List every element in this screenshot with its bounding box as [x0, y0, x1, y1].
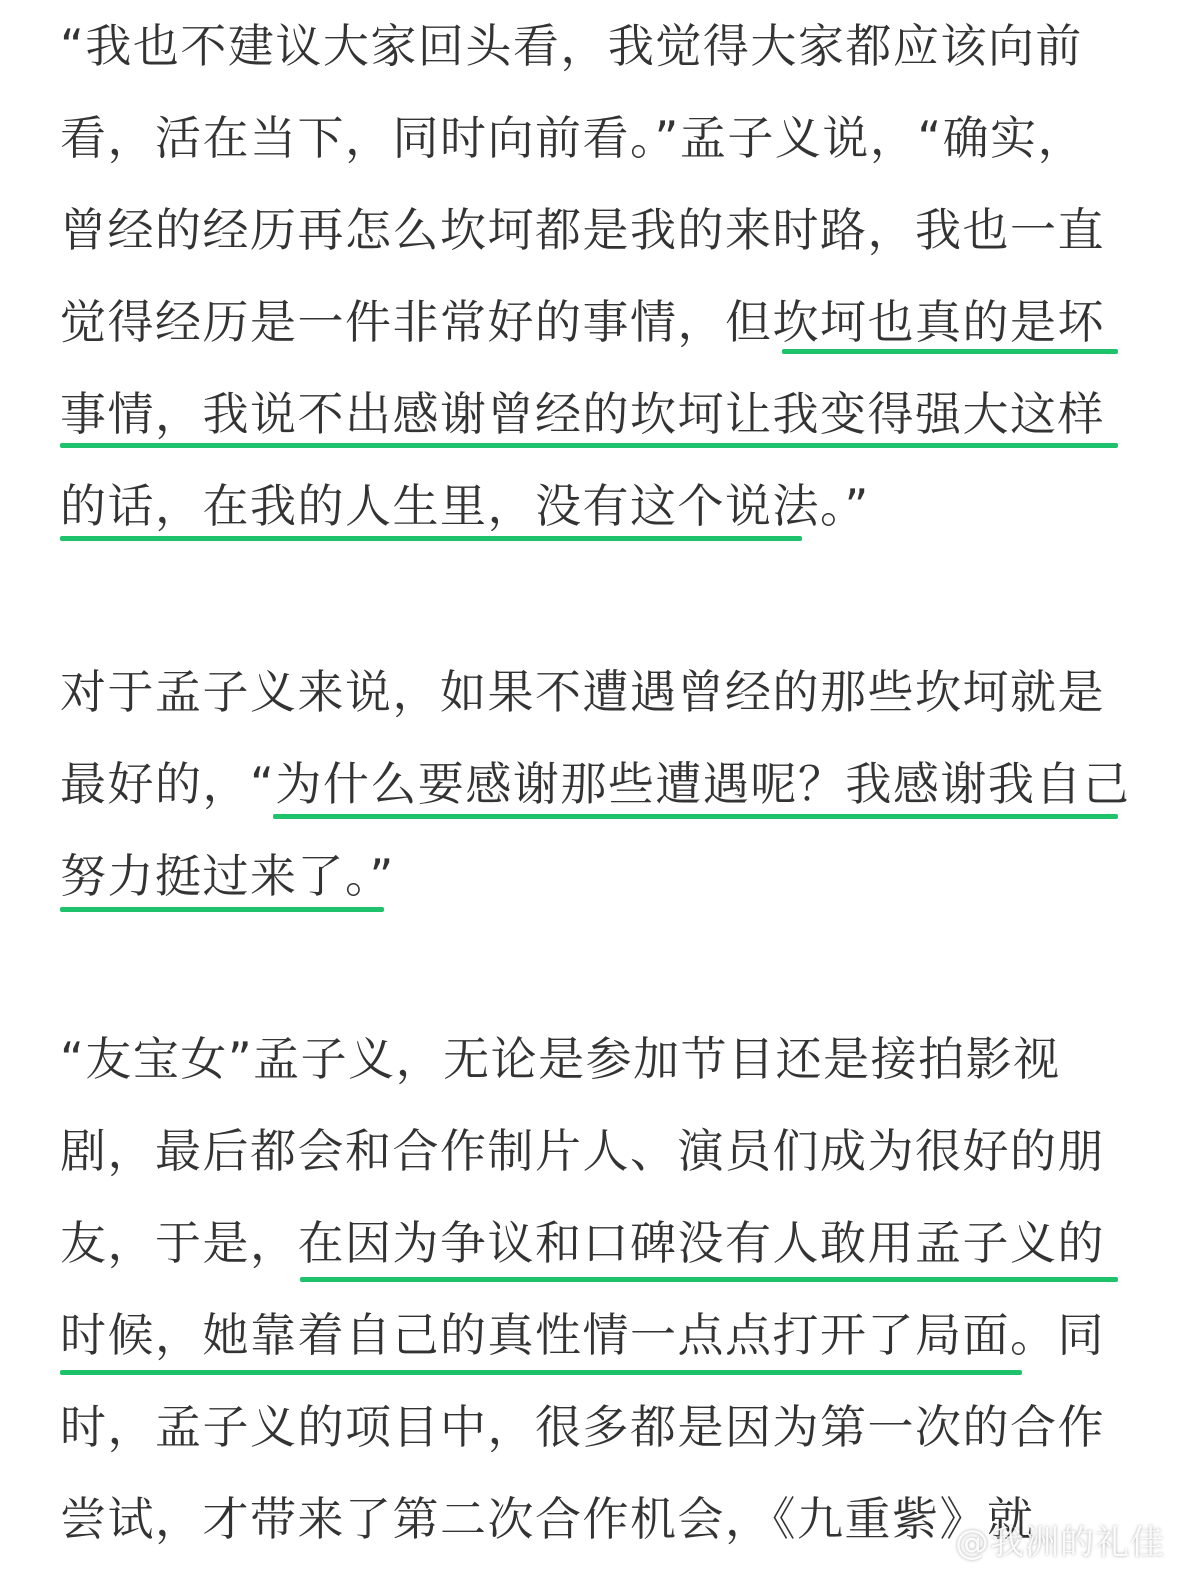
text-line: 对于孟子义来说，如果不遭遇曾经的那些坎坷就是: [60, 665, 1105, 719]
text-line: 事情，我说不出感谢曾经的坎坷让我变得强大这样: [60, 387, 1105, 441]
text-line: 的话，在我的人生里，没有这个说法。”: [60, 479, 870, 533]
text-line: “我也不建议大家回头看，我觉得大家都应该向前: [60, 19, 1083, 73]
text-line: 时，孟子义的项目中，很多都是因为第一次的合作: [60, 1400, 1105, 1454]
text-line: 尝试，才带来了第二次合作机会，《九重紫》就: [60, 1492, 1035, 1546]
watermark: @我洲的礼佳: [955, 1523, 1165, 1563]
text-line: 曾经的经历再怎么坎坷都是我的来时路，我也一直: [60, 203, 1105, 257]
highlight-underline: [782, 349, 1118, 354]
highlight-underline: [60, 443, 1118, 448]
highlight-underline: [60, 536, 802, 541]
text-line: 觉得经历是一件非常好的事情，但坎坷也真的是坏: [60, 295, 1105, 349]
highlight-underline: [300, 1277, 1118, 1282]
text-line: 看，活在当下，同时向前看。”孟子义说，“确实，: [60, 111, 1086, 165]
highlight-underline: [60, 907, 384, 912]
highlight-underline: [273, 814, 1118, 819]
text-line: 友，于是，在因为争议和口碑没有人敢用孟子义的: [60, 1216, 1105, 1270]
text-line: 努力挺过来了。”: [60, 849, 395, 903]
highlight-underline: [60, 1370, 1022, 1375]
text-line: 剧，最后都会和合作制片人、演员们成为很好的朋: [60, 1124, 1105, 1178]
text-line: “友宝女”孟子义，无论是参加节目还是接拍影视: [60, 1032, 1061, 1086]
text-line: 最好的，“为什么要感谢那些遭遇呢？我感谢我自己: [60, 757, 1131, 811]
text-line: 时候，她靠着自己的真性情一点点打开了局面。同: [60, 1308, 1105, 1362]
